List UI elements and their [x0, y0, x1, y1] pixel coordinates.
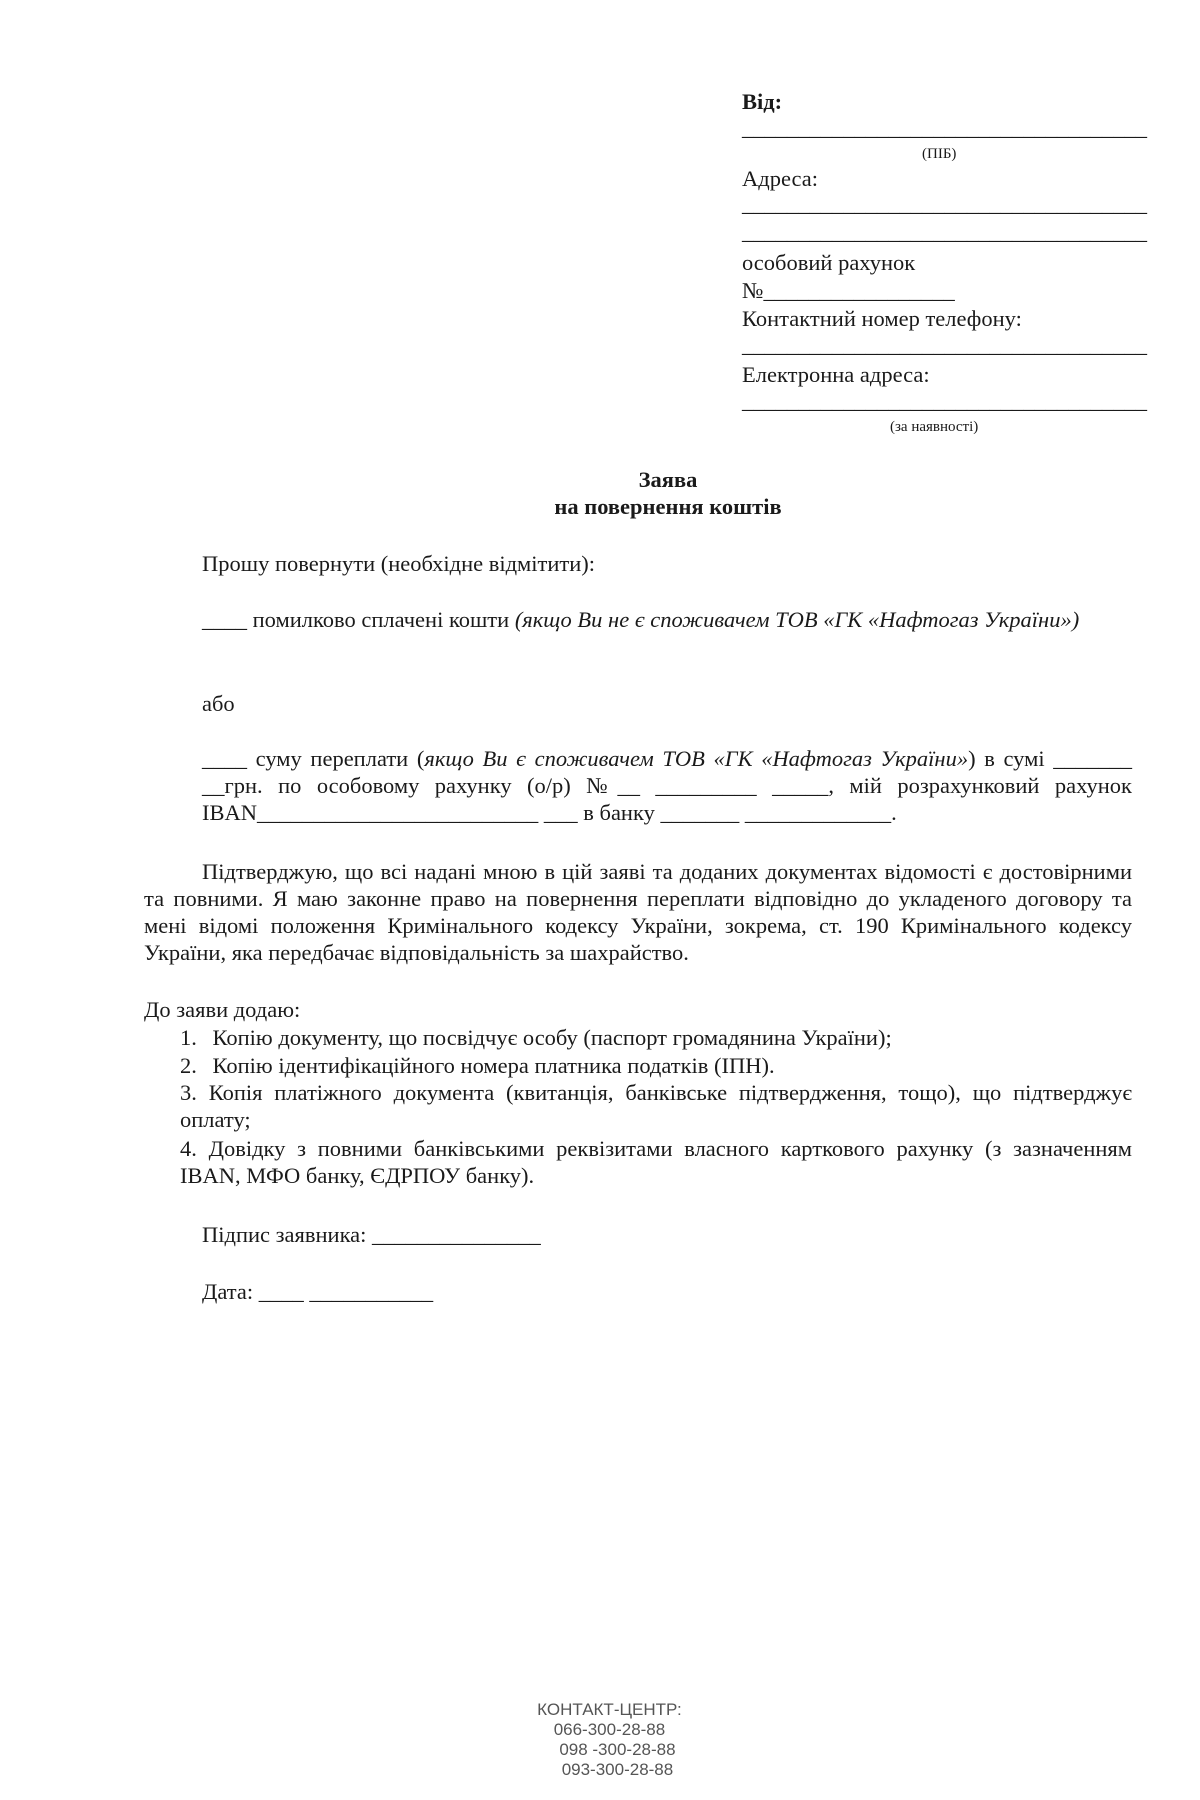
attachment-item-1	[180, 1024, 892, 1051]
account-label: особовий рахунок	[742, 250, 916, 275]
option2-text-start: суму переплати (	[255, 746, 425, 771]
attachment-item-text: Довідку з повними банківськими реквізитами власного карткового рахунку (з зазначенням IBAN, МФО банку, ЄДРПОУ банку).	[180, 1136, 1133, 1188]
signature-blank-line: _______________	[372, 1222, 541, 1247]
date-blank-line: ____ ___________	[258, 1279, 434, 1304]
email-hint: (за наявності)	[890, 419, 979, 435]
name-blank-line: ____________________________________	[742, 115, 1147, 140]
option2-text-end: ) в сумі _______ __грн. по особовому рахунку (о/р) №__ _________ _____, мій розрахунковий рахунок IBAN_________________________ ___ в банку _______ _____________.	[202, 746, 1132, 825]
email-blank-line: ____________________________________	[742, 388, 1147, 413]
name-hint: (ПІБ)	[922, 146, 957, 162]
attachments-label: До заяви додаю:	[144, 997, 301, 1022]
title-line-1: Заява	[638, 467, 698, 492]
title-line-2: на повернення коштів	[554, 494, 782, 519]
or-separator: або	[202, 691, 235, 716]
attachment-item-text: Копія платіжного документа (квитанція, банківське підтвердження, тощо), що підтверджує оплату;	[180, 1080, 1132, 1132]
address-blank-line-2: ____________________________________	[742, 219, 1147, 244]
signature-field	[202, 1221, 541, 1248]
contact-phone-3: 093-300-28-88	[561, 1760, 674, 1779]
account-number-blank: №_________________	[742, 278, 955, 303]
option2-checkbox-blank: ____	[202, 746, 247, 771]
attachment-item-text: Копію документу, що посвідчує особу (паспорт громадянина України);	[212, 1025, 892, 1050]
option1-note: (якщо Ви не є споживачем ТОВ «ГК «Нафтогаз України»)	[514, 607, 1080, 632]
confirmation-paragraph: Підтверджую, що всі надані мною в цій заяві та доданих документах відомості є достовірними та повними. Я маю законне право на повернення переплати відповідно до укладеного договору та мені відомі положення Кримінального кодексу України, зокрема, ст. 190 Кримінального кодексу України, яка передбачає відповідальність за шахрайство.	[144, 859, 1132, 965]
phone-blank-line: ____________________________________	[742, 332, 1147, 357]
from-label: Від:	[742, 89, 783, 114]
option2-note: якщо Ви є споживачем ТОВ «ГК «Нафтогаз України»	[424, 746, 969, 771]
document-title	[0, 466, 1200, 520]
attachment-item-3	[180, 1079, 1132, 1133]
contact-center-label: КОНТАКТ-ЦЕНТР:	[537, 1700, 682, 1719]
option1-text: помилково сплачені кошти	[252, 607, 510, 632]
signature-label: Підпис заявника:	[202, 1222, 367, 1247]
contact-phone-2: 098 -300-28-88	[559, 1740, 676, 1759]
phone-label: Контактний номер телефону:	[742, 306, 1022, 331]
attachment-item-text: Копію ідентифікаційного номера платника податків (ІПН).	[212, 1053, 775, 1078]
contact-center-footer	[0, 1680, 1200, 1800]
contact-phone-1: 066-300-28-88	[553, 1720, 666, 1739]
option-erroneous-payment	[202, 606, 1132, 633]
email-label: Електронна адреса:	[742, 362, 930, 387]
attachment-item-number: 1.	[180, 1025, 197, 1050]
address-blank-line-1: ____________________________________	[742, 191, 1147, 216]
address-label: Адреса:	[742, 166, 818, 191]
request-intro: Прошу повернути (необхідне відмітити):	[202, 551, 596, 576]
date-label: Дата:	[202, 1279, 254, 1304]
option1-checkbox-blank: ____	[202, 607, 247, 632]
attachment-item-4	[180, 1135, 1132, 1189]
attachment-item-number: 3.	[180, 1080, 197, 1105]
attachment-item-number: 4.	[180, 1136, 197, 1161]
date-field	[202, 1278, 433, 1305]
attachment-item-number: 2.	[180, 1053, 197, 1078]
attachment-item-2	[180, 1052, 775, 1079]
option-overpayment	[202, 745, 1132, 826]
